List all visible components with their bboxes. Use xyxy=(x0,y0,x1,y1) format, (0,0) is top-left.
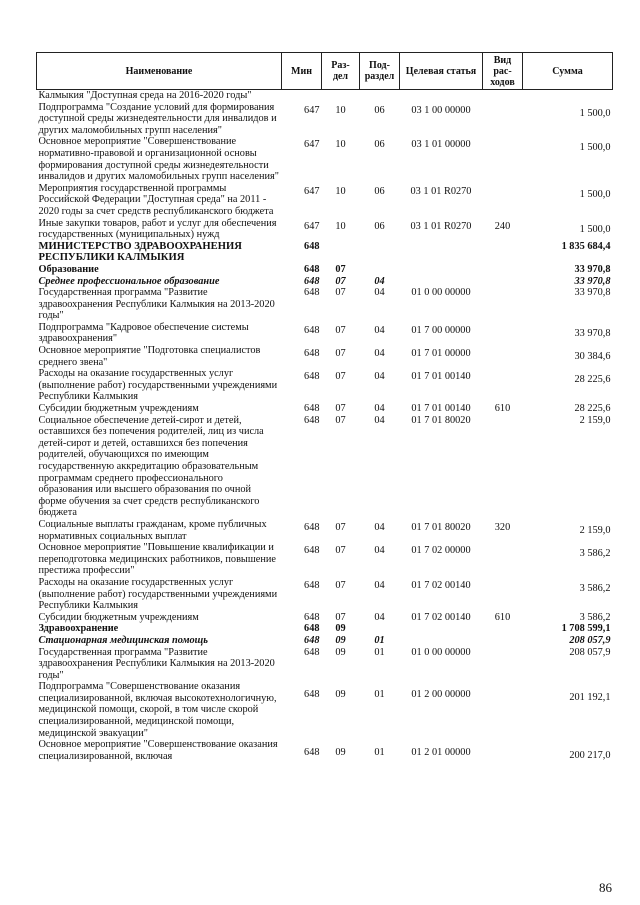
table-row xyxy=(37,218,613,241)
cell-sum: 33 970,8 xyxy=(574,287,611,299)
cell-razdel: 09 xyxy=(335,747,346,759)
table-row xyxy=(37,415,613,519)
cell-name: МИНИСТЕРСТВО ЗДРАВООХРАНЕНИЯ РЕСПУБЛИКИ КАЛМЫКИЯ xyxy=(38,240,242,264)
cell-razdel xyxy=(322,90,360,102)
table-row xyxy=(37,345,613,368)
header-podrazdel: Под-раздел xyxy=(360,53,400,90)
table-row xyxy=(37,276,613,288)
cell-name: Мероприятия государственной программы Российской Федерации "Доступная среда" на 2011 - 2020 годы за счет средств республиканского бюджета xyxy=(38,182,274,217)
cell-target xyxy=(400,90,483,102)
cell-min: 648 xyxy=(304,371,320,383)
table-row xyxy=(37,577,613,612)
cell-target xyxy=(400,276,483,288)
cell-name: Здравоохранение xyxy=(38,623,119,635)
cell-podrazdel: 01 xyxy=(374,747,385,759)
cell-min: 648 xyxy=(304,634,320,646)
cell-vid xyxy=(483,136,523,182)
cell-razdel: 10 xyxy=(335,139,346,151)
cell-podrazdel: 04 xyxy=(374,414,385,426)
cell-podrazdel: 04 xyxy=(374,287,385,299)
header-name: Наименование xyxy=(37,53,282,90)
cell-podrazdel: 04 xyxy=(374,403,385,415)
cell-min: 648 xyxy=(304,414,320,426)
cell-target: 01 2 01 00000 xyxy=(411,747,471,759)
cell-name: Государственная программа "Развитие здравоохранения Республики Калмыкия на 2013-2020 годы" xyxy=(38,646,275,681)
cell-vid xyxy=(483,322,523,345)
cell-min: 647 xyxy=(304,220,320,232)
cell-razdel: 09 xyxy=(335,623,346,635)
cell-vid xyxy=(483,264,523,276)
cell-razdel: 09 xyxy=(335,634,346,646)
cell-razdel: 07 xyxy=(335,521,346,533)
cell-sum: 208 057,9 xyxy=(569,646,611,658)
page-number: 86 xyxy=(599,880,612,895)
cell-razdel: 10 xyxy=(335,220,346,232)
table-header xyxy=(37,53,613,90)
cell-vid: 320 xyxy=(494,521,511,533)
cell-podrazdel: 01 xyxy=(374,689,385,701)
cell-sum: 1 500,0 xyxy=(579,188,611,200)
cell-vid xyxy=(483,368,523,403)
table-row xyxy=(37,368,613,403)
cell-target xyxy=(400,623,483,635)
cell-target: 03 1 00 00000 xyxy=(411,104,471,116)
cell-sum: 33 970,8 xyxy=(574,263,611,275)
cell-podrazdel: 04 xyxy=(374,371,385,383)
table-row xyxy=(37,635,613,647)
cell-razdel: 07 xyxy=(335,611,346,623)
cell-sum: 28 225,6 xyxy=(574,403,611,415)
table-row xyxy=(37,403,613,415)
cell-target: 01 7 00 00000 xyxy=(411,324,471,336)
cell-name: Субсидии бюджетным учреждениям xyxy=(38,611,199,623)
cell-min: 648 xyxy=(304,646,320,658)
cell-sum: 3 586,2 xyxy=(579,582,611,594)
cell-name: Основное мероприятие "Совершенствование нормативно-правовой и организационной основы формирования доступной среды жизнедеятельности инвалидов и других маломобильных групп населения" xyxy=(38,136,279,183)
cell-vid xyxy=(483,102,523,137)
cell-target xyxy=(400,241,483,264)
cell-podrazdel xyxy=(360,264,400,276)
cell-podrazdel: 04 xyxy=(374,521,385,533)
table-row xyxy=(37,90,613,102)
cell-name: Подпрограмма "Создание условий для формирования доступной среды жизнедеятельности для инвалидов и других маломобильных групп населения" xyxy=(38,101,277,136)
table-row xyxy=(37,612,613,624)
cell-sum: 33 970,8 xyxy=(574,275,611,287)
cell-podrazdel xyxy=(360,241,400,264)
cell-vid xyxy=(483,681,523,739)
cell-vid xyxy=(483,635,523,647)
cell-sum: 208 057,9 xyxy=(569,634,611,646)
cell-vid: 610 xyxy=(494,611,511,623)
cell-vid xyxy=(483,183,523,218)
header-target: Целевая статья xyxy=(400,53,483,90)
table-row xyxy=(37,623,613,635)
cell-name: Основное мероприятие "Повышение квалификации и переподготовка медицинских работников, повышение престижа профессии" xyxy=(38,542,276,577)
cell-min: 648 xyxy=(304,263,320,275)
cell-target: 01 0 00 00000 xyxy=(411,646,471,658)
cell-sum: 3 586,2 xyxy=(579,611,611,623)
cell-name: Государственная программа "Развитие здравоохранения Республики Калмыкия на 2013-2020 годы" xyxy=(38,287,275,322)
cell-name: Иные закупки товаров, работ и услуг для обеспечения государственных (муниципальных) нужд xyxy=(38,217,277,241)
table-row xyxy=(37,241,613,264)
cell-podrazdel xyxy=(360,90,400,102)
header-razdel: Раз-дел xyxy=(322,53,360,90)
cell-target: 01 7 01 80020 xyxy=(411,414,471,426)
cell-target: 01 7 02 00140 xyxy=(411,579,471,591)
cell-sum: 1 500,0 xyxy=(579,223,611,235)
cell-sum xyxy=(523,90,613,102)
cell-min: 647 xyxy=(304,185,320,197)
cell-podrazdel: 06 xyxy=(374,185,385,197)
table-body xyxy=(37,90,613,763)
cell-sum: 200 217,0 xyxy=(569,750,611,762)
cell-razdel: 07 xyxy=(335,579,346,591)
cell-razdel: 07 xyxy=(335,348,346,360)
cell-razdel: 07 xyxy=(335,545,346,557)
cell-target: 01 7 01 00140 xyxy=(411,371,471,383)
cell-min: 648 xyxy=(304,579,320,591)
budget-table xyxy=(36,52,613,762)
cell-sum: 201 192,1 xyxy=(569,692,611,704)
cell-name: Основное мероприятие "Совершенствование оказания специализированной, включая xyxy=(38,739,278,762)
cell-min: 648 xyxy=(304,689,320,701)
cell-vid xyxy=(483,542,523,577)
cell-target: 03 1 01 00000 xyxy=(411,139,471,151)
table-row xyxy=(37,287,613,322)
cell-vid: 240 xyxy=(494,220,511,232)
cell-name: Социальные выплаты гражданам, кроме публичных нормативных социальных выплат xyxy=(38,518,267,542)
cell-name: Социальное обеспечение детей-сирот и детей, оставшихся без попечения родителей, лиц из числа детей-сирот и детей, оставшихся без попечения родителей, обучающихся по имеющим государственную аккредитацию образовательным программам среднего профессионального образования или высшего образования по очной форме обучения за счет средств республиканского бюджета xyxy=(38,414,264,519)
cell-razdel: 07 xyxy=(335,371,346,383)
cell-vid xyxy=(483,287,523,322)
cell-podrazdel: 04 xyxy=(374,324,385,336)
header-sum: Сумма xyxy=(523,53,613,90)
table-row xyxy=(37,322,613,345)
cell-name: Расходы на оказание государственных услуг (выполнение работ) государственными учреждениями Республики Калмыкия xyxy=(38,368,278,403)
cell-podrazdel: 06 xyxy=(374,220,385,232)
cell-podrazdel: 04 xyxy=(374,275,385,287)
cell-razdel: 07 xyxy=(335,263,346,275)
cell-name: Калмыкия "Доступная среда на 2016-2020 годы" xyxy=(38,90,252,101)
cell-podrazdel: 06 xyxy=(374,104,385,116)
cell-razdel: 07 xyxy=(335,414,346,426)
cell-min: 648 xyxy=(304,623,320,635)
cell-vid xyxy=(483,415,523,519)
cell-razdel: 09 xyxy=(335,646,346,658)
table-row xyxy=(37,739,613,762)
cell-vid xyxy=(483,577,523,612)
cell-sum: 1 500,0 xyxy=(579,142,611,154)
cell-name: Стационарная медицинская помощь xyxy=(38,634,208,646)
cell-sum: 28 225,6 xyxy=(574,374,611,386)
cell-sum: 1 708 599,1 xyxy=(561,623,611,635)
cell-target: 01 0 00 00000 xyxy=(411,287,471,299)
cell-vid xyxy=(483,241,523,264)
cell-min: 648 xyxy=(304,747,320,759)
cell-target: 03 1 01 R0270 xyxy=(410,220,472,232)
table-row xyxy=(37,183,613,218)
table-row xyxy=(37,542,613,577)
cell-vid xyxy=(483,739,523,762)
cell-min: 647 xyxy=(304,104,320,116)
cell-vid xyxy=(483,90,523,102)
table-row xyxy=(37,264,613,276)
cell-target: 01 2 00 00000 xyxy=(411,689,471,701)
cell-min: 648 xyxy=(304,611,320,623)
cell-sum: 1 500,0 xyxy=(579,107,611,119)
cell-name: Среднее профессиональное образование xyxy=(38,275,220,287)
cell-target xyxy=(400,264,483,276)
cell-min: 647 xyxy=(304,139,320,151)
cell-name: Субсидии бюджетным учреждениям xyxy=(38,403,199,415)
cell-vid xyxy=(483,276,523,288)
table-row xyxy=(37,102,613,137)
cell-name: Основное мероприятие "Подготовка специалистов среднего звена" xyxy=(38,345,261,368)
cell-razdel: 10 xyxy=(335,104,346,116)
cell-min xyxy=(282,90,322,102)
cell-min: 648 xyxy=(304,545,320,557)
cell-podrazdel: 01 xyxy=(374,646,385,658)
header-min: Мин xyxy=(282,53,322,90)
cell-min: 648 xyxy=(304,348,320,360)
cell-razdel: 07 xyxy=(335,275,346,287)
cell-vid xyxy=(483,647,523,682)
cell-razdel xyxy=(322,241,360,264)
cell-target xyxy=(400,635,483,647)
cell-razdel: 07 xyxy=(335,403,346,415)
cell-vid xyxy=(483,345,523,368)
cell-target: 01 7 02 00140 xyxy=(411,611,471,623)
cell-min: 648 xyxy=(304,287,320,299)
cell-target: 03 1 01 R0270 xyxy=(410,185,472,197)
cell-min: 648 xyxy=(304,275,320,287)
table-row xyxy=(37,136,613,182)
cell-min: 648 xyxy=(304,324,320,336)
cell-razdel: 07 xyxy=(335,287,346,299)
cell-podrazdel: 04 xyxy=(374,545,385,557)
cell-name: Подпрограмма "Кадровое обеспечение системы здравоохранения" xyxy=(38,321,249,345)
cell-razdel: 09 xyxy=(335,689,346,701)
cell-podrazdel: 04 xyxy=(374,348,385,360)
cell-sum: 3 586,2 xyxy=(579,548,611,560)
cell-target: 01 7 02 00000 xyxy=(411,545,471,557)
cell-sum: 33 970,8 xyxy=(574,327,611,339)
cell-name: Подпрограмма "Совершенствование оказания специализированной, включая высокотехнологичную, медицинской помощи, скорой, в том числе скорой специализированной, медицинской помощи, медицинской эвакуации" xyxy=(38,681,277,739)
cell-vid xyxy=(483,623,523,635)
table-row xyxy=(37,647,613,682)
cell-sum: 2 159,0 xyxy=(579,524,611,536)
cell-podrazdel xyxy=(360,623,400,635)
cell-podrazdel: 06 xyxy=(374,139,385,151)
cell-name: Расходы на оказание государственных услуг (выполнение работ) государственными учреждениями Республики Калмыкия xyxy=(38,576,278,612)
cell-vid: 610 xyxy=(494,403,511,415)
cell-podrazdel: 04 xyxy=(374,611,385,623)
cell-name: Образование xyxy=(38,263,99,275)
cell-sum: 1 835 684,4 xyxy=(561,240,611,252)
cell-razdel: 07 xyxy=(335,324,346,336)
cell-target: 01 7 01 00000 xyxy=(411,348,471,360)
cell-podrazdel: 04 xyxy=(374,579,385,591)
cell-min: 648 xyxy=(304,521,320,533)
cell-min: 648 xyxy=(304,403,320,415)
cell-target: 01 7 01 00140 xyxy=(411,403,471,415)
cell-sum: 2 159,0 xyxy=(579,414,611,426)
header-vid: Вид рас-ходов xyxy=(483,53,523,90)
cell-sum: 30 384,6 xyxy=(574,351,611,363)
cell-razdel: 10 xyxy=(335,185,346,197)
table-row xyxy=(37,681,613,739)
cell-podrazdel: 01 xyxy=(374,634,385,646)
cell-target: 01 7 01 80020 xyxy=(411,521,471,533)
table-row xyxy=(37,519,613,542)
cell-min: 648 xyxy=(304,240,320,252)
